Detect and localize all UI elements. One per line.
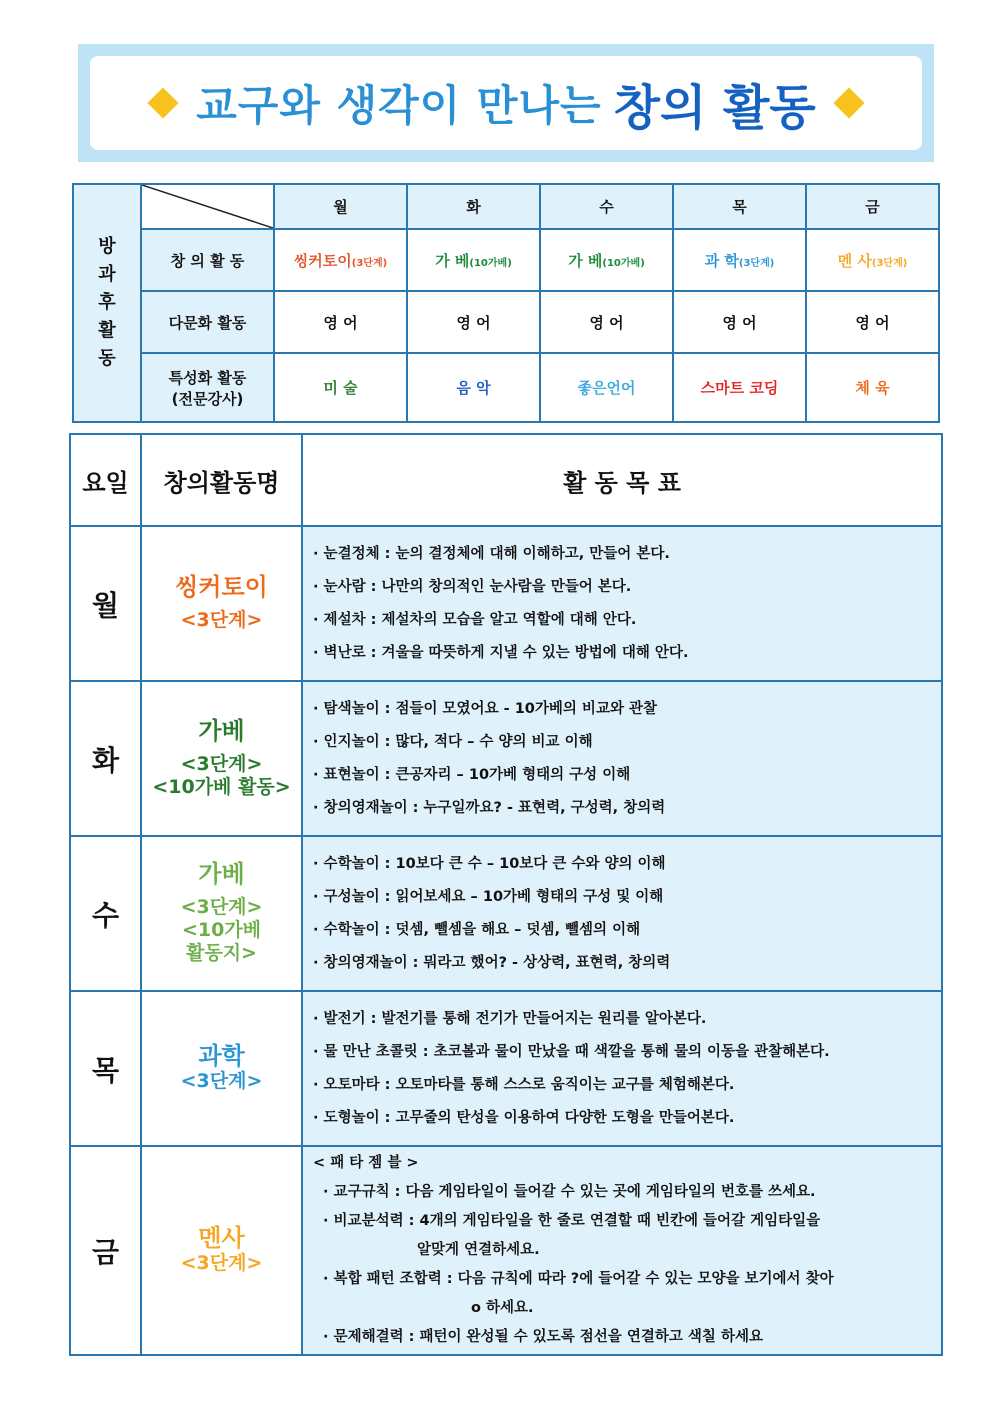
goal-item: · 수학놀이 : 덧셈, 뺄셈을 해요 – 덧셈, 뺄셈의 이해: [313, 921, 641, 938]
special-cell-tue: 음 악: [407, 353, 540, 422]
creative-cell-fri: 멘 사(3단계): [806, 229, 939, 291]
diamond-icon: [148, 87, 179, 118]
title-banner: [78, 44, 934, 162]
goal-item: · 복합 패턴 조합력 : 다음 규칙에 따라 ?에 들어갈 수 있는 모양을 보기에서 찾아: [323, 1271, 834, 1287]
diagonal-corner-cell: [141, 184, 274, 229]
day-cell: 목: [70, 991, 141, 1146]
goals-cell: [302, 1146, 942, 1355]
creative-cell-tue: 가 베(10가베): [407, 229, 540, 291]
multicultural-cell: 영 어: [673, 291, 806, 353]
activity-name-cell: 멘사 <3단계>: [141, 1146, 302, 1355]
goal-item: · 인지놀이 : 많다, 적다 – 수 양의 비교 이해: [313, 733, 593, 750]
goal-item: · 창의영재놀이 : 뭐라고 했어? - 상상력, 표현력, 창의력: [313, 954, 671, 971]
row-label: 창 의 활 동: [141, 229, 274, 291]
day-cell: 금: [70, 1146, 141, 1355]
goal-item: · 눈사람 : 나만의 창의적인 눈사람을 만들어 본다.: [313, 578, 632, 595]
diamond-icon: [833, 87, 864, 118]
creative-cell-thu: 과 학(3단계): [673, 229, 806, 291]
activity-name-cell: 가베 <3단계> <10가베 활동지>: [141, 836, 302, 991]
multicultural-cell: 영 어: [806, 291, 939, 353]
goal-item: · 눈결정체 : 눈의 결정체에 대해 이해하고, 만들어 본다.: [313, 545, 670, 562]
page-title-emphasis: 창의 활동: [613, 79, 816, 136]
multicultural-cell: 영 어: [407, 291, 540, 353]
goal-item: · 수학놀이 : 10보다 큰 수 – 10보다 큰 수와 양의 이해: [313, 855, 666, 872]
goal-item: · 구성놀이 : 읽어보세요 – 10가베 형태의 구성 및 이해: [313, 888, 664, 905]
title-box: [90, 56, 922, 150]
day-header: 수: [540, 184, 673, 229]
goal-heading: < 패 타 젬 블 >: [313, 1155, 419, 1171]
day-header: 화: [407, 184, 540, 229]
multicultural-cell: 영 어: [274, 291, 407, 353]
day-cell: 화: [70, 681, 141, 836]
goal-item: · 제설차 : 제설차의 모습을 알고 역할에 대해 안다.: [313, 611, 637, 628]
creative-cell-mon: 씽커토이(3단계): [274, 229, 407, 291]
goal-item: · 창의영재놀이 : 누구일까요? - 표현력, 구성력, 창의력: [313, 799, 666, 816]
day-header: 금: [806, 184, 939, 229]
day-cell: 월: [70, 526, 141, 681]
day-header: 월: [274, 184, 407, 229]
goal-item: · 교구규칙 : 다음 게임타일이 들어갈 수 있는 곳에 게임타일의 번호를 쓰세요.: [323, 1184, 816, 1200]
special-cell-thu: 스마트 코딩: [673, 353, 806, 422]
header-goals: 활 동 목 표: [302, 434, 942, 526]
goal-item: · 문제해결력 : 패턴이 완성될 수 있도록 점선을 연결하고 색칠 하세요: [323, 1329, 763, 1345]
header-activity-name: 창의활동명: [141, 434, 302, 526]
goal-item-continued: o 하세요.: [471, 1300, 534, 1316]
side-label: 방 과 후 활 동: [73, 184, 141, 422]
goal-item: · 탐색놀이 : 점들이 모였어요 - 10가베의 비교와 관찰: [313, 700, 658, 717]
goals-table: [69, 433, 943, 1356]
activity-name-cell: 씽커토이 <3단계>: [141, 526, 302, 681]
goals-cell: [302, 991, 942, 1146]
goal-item: · 도형놀이 : 고무줄의 탄성을 이용하여 다양한 도형을 만들어본다.: [313, 1109, 735, 1126]
schedule-table: [72, 183, 940, 423]
row-label: 다문화 활동: [141, 291, 274, 353]
goal-item: · 발전기 : 발전기를 통해 전기가 만들어지는 원리를 알아본다.: [313, 1010, 707, 1027]
activity-name-cell: 과학 <3단계>: [141, 991, 302, 1146]
day-cell: 수: [70, 836, 141, 991]
goal-item: · 비교분석력 : 4개의 게임타일을 한 줄로 연결할 때 빈칸에 들어갈 게임타일을: [323, 1213, 821, 1229]
goal-item: · 물 만난 초콜릿 : 초코볼과 물이 만났을 때 색깔을 통해 물의 이동을 관찰해본다.: [313, 1043, 830, 1060]
goal-item: · 표현놀이 : 큰공자리 – 10가베 형태의 구성 이해: [313, 766, 631, 783]
multicultural-cell: 영 어: [540, 291, 673, 353]
activity-name-cell: 가베 <3단계> <10가베 활동>: [141, 681, 302, 836]
goals-cell: [302, 526, 942, 681]
goals-cell: [302, 681, 942, 836]
goal-item: · 오토마타 : 오토마타를 통해 스스로 움직이는 교구를 체험해본다.: [313, 1076, 735, 1093]
special-cell-fri: 체 육: [806, 353, 939, 422]
goals-cell: [302, 836, 942, 991]
goal-item: · 벽난로 : 겨울을 따뜻하게 지낼 수 있는 방법에 대해 안다.: [313, 644, 689, 661]
day-header: 목: [673, 184, 806, 229]
header-day: 요일: [70, 434, 141, 526]
goal-item-continued: 알맞게 연결하세요.: [417, 1242, 540, 1258]
special-cell-mon: 미 술: [274, 353, 407, 422]
page-title: 교구와 생각이 만나는: [196, 81, 602, 130]
special-cell-wed: 좋은언어: [540, 353, 673, 422]
row-label: 특성화 활동 (전문강사): [141, 353, 274, 422]
creative-cell-wed: 가 베(10가베): [540, 229, 673, 291]
